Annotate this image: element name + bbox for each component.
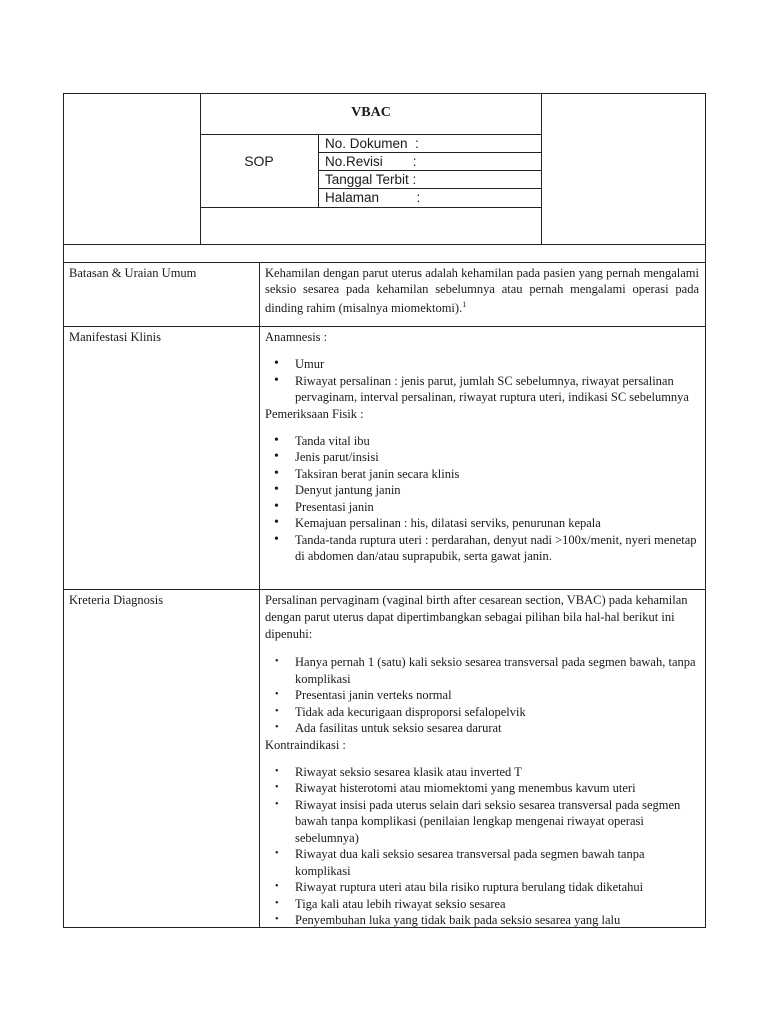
list-item: • Penyembuhan luka yang tidak baik pada seksio sesarea yang lalu <box>275 913 621 927</box>
bullet-icon: • <box>275 881 279 892</box>
fisik-heading: Pemeriksaan Fisik : <box>265 406 364 421</box>
header-sop-bottom-divider <box>200 207 542 208</box>
kriteria-intro: Persalinan pervaginam (vaginal birth after cesarean section, VBAC) pada kehamilan dengan parut uterus dapat dipertimbangkan sebagai pilihan bila hal-hal berikut ini dipenuhi: <box>265 593 688 641</box>
manifestasi-content <box>265 329 699 565</box>
sop-label: SOP <box>244 153 274 169</box>
row-divider-1 <box>63 326 706 327</box>
document-title: VBAC <box>351 105 391 120</box>
list-item: • Riwayat seksio sesarea klasik atau inverted T <box>275 764 522 779</box>
bullet-icon: • <box>274 482 279 497</box>
bullet-icon: • <box>274 498 279 514</box>
label-kriteria: Kreteria Diagnosis <box>69 593 164 607</box>
batasan-footnote: 1 <box>462 300 467 309</box>
bullet-icon: • <box>274 372 279 388</box>
bullet-icon: • <box>275 722 279 733</box>
field-halaman: Halaman : <box>325 190 421 205</box>
list-item: • Riwayat persalinan : jenis parut, jumlah SC sebelumnya, riwayat persalinan pervaginam, interval persalinan, riwayat ruptura uteri, indikasi SC sebelumnya <box>274 372 689 404</box>
field-no-dokumen: No. Dokumen : <box>325 136 419 151</box>
kriteria-content <box>265 592 699 929</box>
field-tanggal-terbit: Tanggal Terbit : <box>325 172 417 187</box>
list-item: • Taksiran berat janin secara klinis <box>274 465 460 481</box>
list-item: • Jenis parut/insisi <box>274 449 379 464</box>
anamnesis-list <box>265 356 699 406</box>
kriteria-list <box>265 654 699 737</box>
bullet-icon: • <box>274 449 279 464</box>
label-manifestasi: Manifestasi Klinis <box>69 330 162 344</box>
bullet-icon: • <box>275 782 279 793</box>
bullet-icon: • <box>275 897 279 909</box>
list-item: • Tanda vital ibu <box>274 432 370 448</box>
bullet-icon: • <box>275 656 279 667</box>
field-no-revisi: No.Revisi : <box>325 154 417 169</box>
kontra-heading: Kontraindikasi : <box>265 737 346 752</box>
list-item: • Riwayat ruptura uteri atau bila risiko ruptura berulang tidak diketahui <box>275 880 644 894</box>
list-item: • Tanda-tanda ruptura uteri : perdarahan, denyut nadi >100x/menit, nyeri menetap di abdomen dan/atau suprapubik, serta gawat janin. <box>274 531 697 563</box>
batasan-text-block <box>265 265 699 316</box>
list-item: • Ada fasilitas untuk seksio sesarea darurat <box>275 721 502 735</box>
row-divider-2 <box>63 589 706 590</box>
label-batasan: Batasan & Uraian Umum <box>69 266 197 280</box>
list-item: • Kemajuan persalinan : his, dilatasi serviks, penurunan kepala <box>274 515 601 530</box>
list-item: • Riwayat histerotomi atau miomektomi yang menembus kavum uteri <box>275 781 636 795</box>
bullet-icon: • <box>275 848 279 859</box>
bullet-icon: • <box>275 705 279 717</box>
bullet-icon: • <box>274 531 279 547</box>
bullet-icon: • <box>274 515 279 530</box>
bullet-icon: • <box>275 914 279 925</box>
bullet-icon: • <box>274 465 279 481</box>
content-column-divider <box>259 262 260 928</box>
bullet-icon: • <box>275 689 279 700</box>
list-item: • Riwayat dua kali seksio sesarea transversal pada segmen bawah tanpa komplikasi <box>275 847 645 878</box>
kontra-list <box>265 764 699 929</box>
list-item: • Hanya pernah 1 (satu) kali seksio sesarea transversal pada segmen bawah, tanpa komplikasi <box>275 655 696 686</box>
bullet-icon: • <box>274 432 279 448</box>
list-item: • Presentasi janin <box>274 498 374 514</box>
list-item: • Umur <box>274 356 325 371</box>
list-item: • Riwayat insisi pada uterus selain dari seksio sesarea transversal pada segmen bawah tanpa komplikasi (penilaian lengkap mengenai riwayat operasi sebelumnya) <box>275 797 681 845</box>
header-spacer-row <box>63 244 706 263</box>
anamnesis-heading: Anamnesis : <box>265 330 328 344</box>
list-item: • Denyut jantung janin <box>274 482 401 497</box>
bullet-icon: • <box>274 356 279 371</box>
list-item: • Presentasi janin verteks normal <box>275 688 452 702</box>
bullet-icon: • <box>275 765 279 777</box>
fisik-list <box>265 433 699 565</box>
bullet-icon: • <box>275 798 279 810</box>
list-item: • Tiga kali atau lebih riwayat seksio sesarea <box>275 896 506 911</box>
batasan-text: Kehamilan dengan parut uterus adalah kehamilan pada pasien yang pernah mengalami seksio sesarea pada kehamilan sebelumnya atau pernah mengalami operasi pada dinding rahim (misalnya miomektomi). <box>265 266 699 316</box>
list-item: • Tidak ada kecurigaan disproporsi sefalopelvik <box>275 704 526 719</box>
